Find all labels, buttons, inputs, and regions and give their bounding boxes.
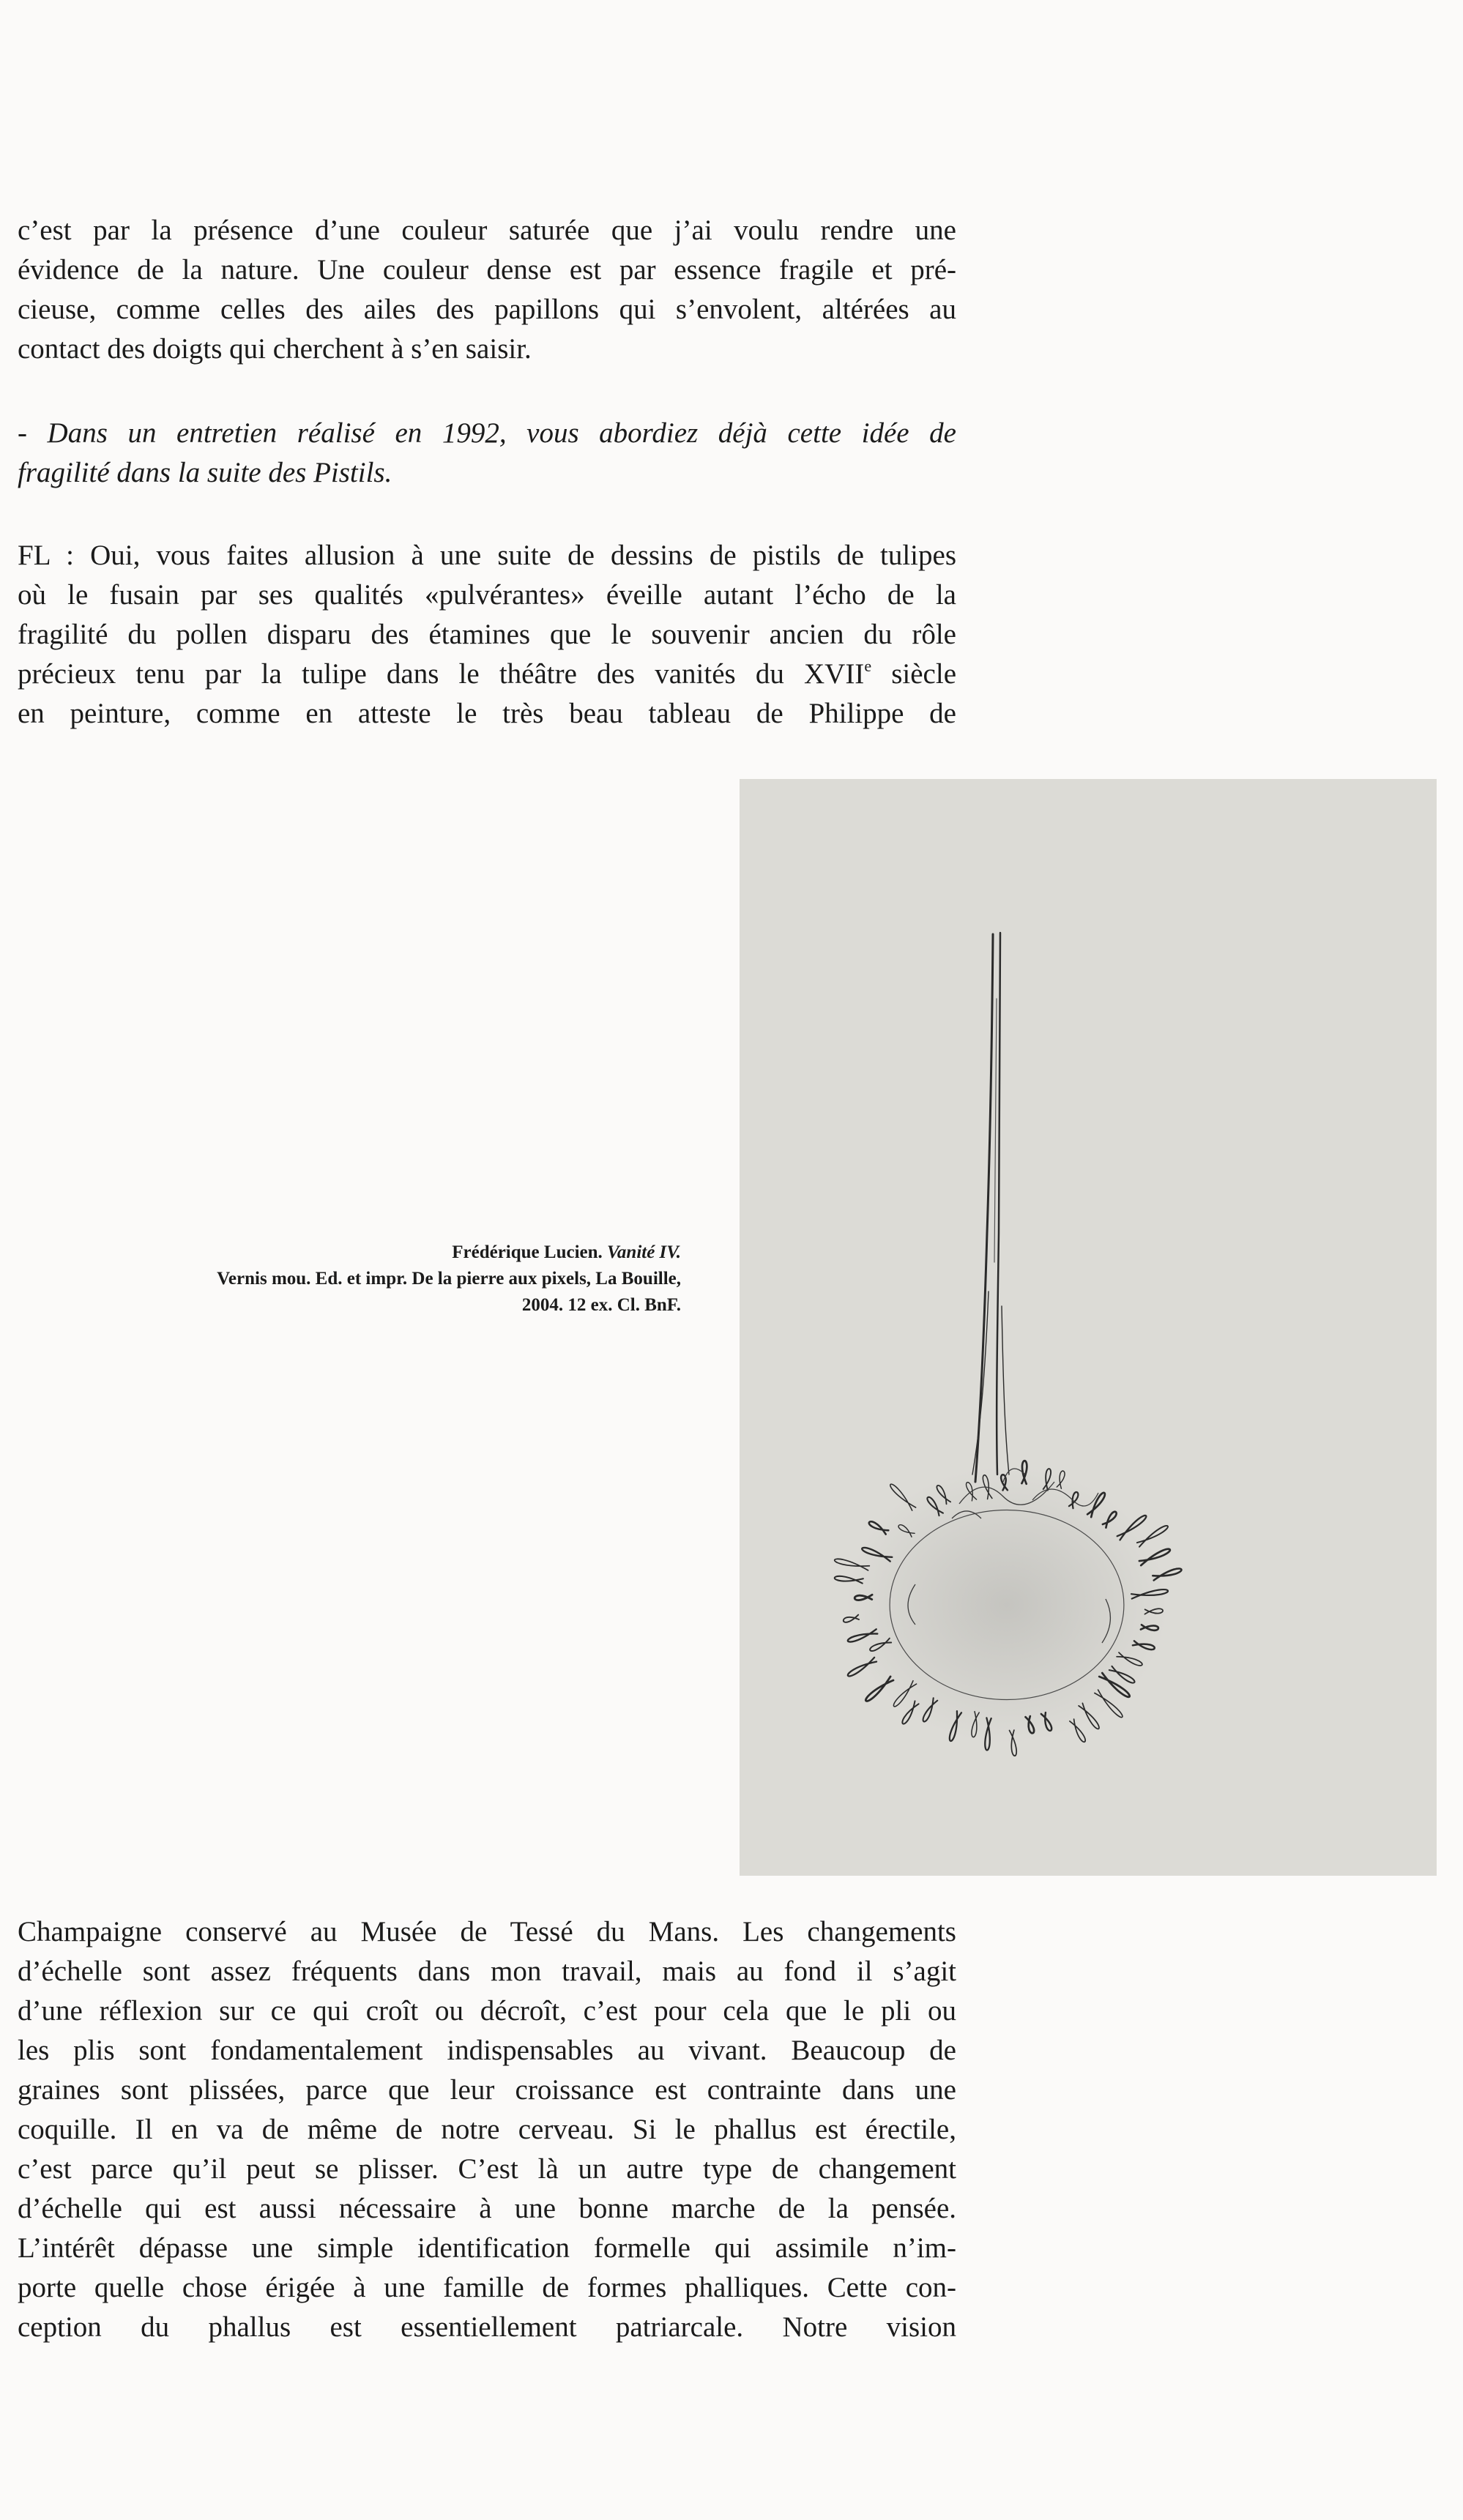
text-line: ception du phallus est essentiellement patriarcale. Notre vision <box>18 2311 956 2343</box>
text-line: d’échelle qui est aussi nécessaire à une bonne marche de la pensée. <box>18 2193 956 2224</box>
text-line: les plis sont fondamentalement indispensables au vivant. Beaucoup de <box>18 2035 956 2066</box>
pistil-stem <box>972 933 1009 1482</box>
text-line: L’intérêt dépasse une simple identification formelle qui assimile n’im- <box>18 2232 956 2264</box>
text-line: contact des doigts qui cherchent à s’en saisir. <box>18 333 532 365</box>
text-line: Champaigne conservé au Musée de Tessé du Mans. Les changements <box>18 1916 956 1947</box>
caption-line-2: Vernis mou. Ed. et impr. De la pierre aux pixels, La Bouille, <box>217 1269 681 1289</box>
paragraph-3-text <box>18 536 956 734</box>
text-line: porte quelle chose érigée à une famille de formes phalliques. Cette con- <box>18 2272 956 2303</box>
paragraph-1-text <box>18 211 956 369</box>
text-line: c’est par la présence d’une couleur saturée que j’ai voulu rendre une <box>18 215 956 246</box>
paragraph-4-text <box>18 1912 956 2347</box>
paragraph-3-answer <box>18 536 956 734</box>
paragraph-3-line: fragilité du pollen disparu des étamines que le souvenir ancien du rôle <box>18 619 956 650</box>
paragraph-4 <box>18 1912 956 2347</box>
paragraph-2-text <box>18 414 956 493</box>
pistil-drawing <box>740 779 1437 1876</box>
text-line: - Dans un entretien réalisé en 1992, vous abordiez déjà cette idée de <box>18 417 956 449</box>
caption-title: Vanité IV. <box>607 1242 681 1262</box>
text-line: c’est parce qu’il peut se plisser. C’est là un autre type de changement <box>18 2153 956 2185</box>
text-line: évidence de la nature. Une couleur dense est par essence fragile et pré- <box>18 254 956 286</box>
text-line: fragilité dans la suite des Pistils. <box>18 457 392 488</box>
text-line: d’une réflexion sur ce qui croît ou décroît, c’est pour cela que le pli ou <box>18 1995 956 2027</box>
paragraph-3-line-with-century <box>18 655 956 694</box>
paragraph-3-line: en peinture, comme en atteste le très beau tableau de Philippe de <box>18 698 956 729</box>
artwork-etching <box>740 779 1437 1876</box>
paragraph-1 <box>18 211 956 369</box>
caption-line-3: 2004. 12 ex. Cl. BnF. <box>521 1295 681 1315</box>
caption-line-1 <box>117 1240 681 1266</box>
text-line: d’échelle sont assez fréquents dans mon travail, mais au fond il s’agit <box>18 1956 956 1987</box>
paragraph-3-line: FL : Oui, vous faites allusion à une suite de dessins de pistils de tulipes <box>18 540 956 571</box>
caption-artist: Frédérique Lucien. <box>452 1242 608 1262</box>
figure-caption <box>117 1240 681 1319</box>
paragraph-3-line: où le fusain par ses qualités «pulvérantes» éveille autant l’écho de la <box>18 579 956 611</box>
century-word: siècle <box>871 658 957 690</box>
paragraph-2-question <box>18 414 956 493</box>
text-line: cieuse, comme celles des ailes des papillons qui s’envolent, altérées au <box>18 294 956 325</box>
century-superscript: e <box>864 657 872 675</box>
text-line: graines sont plissées, parce que leur croissance est contrainte dans une <box>18 2074 956 2106</box>
text-line: coquille. Il en va de même de notre cerveau. Si le phallus est érectile, <box>18 2114 956 2145</box>
pistil-shading <box>846 1466 1168 1744</box>
century-text: précieux tenu par la tulipe dans le théâtre des vanités du XVII <box>18 658 865 690</box>
